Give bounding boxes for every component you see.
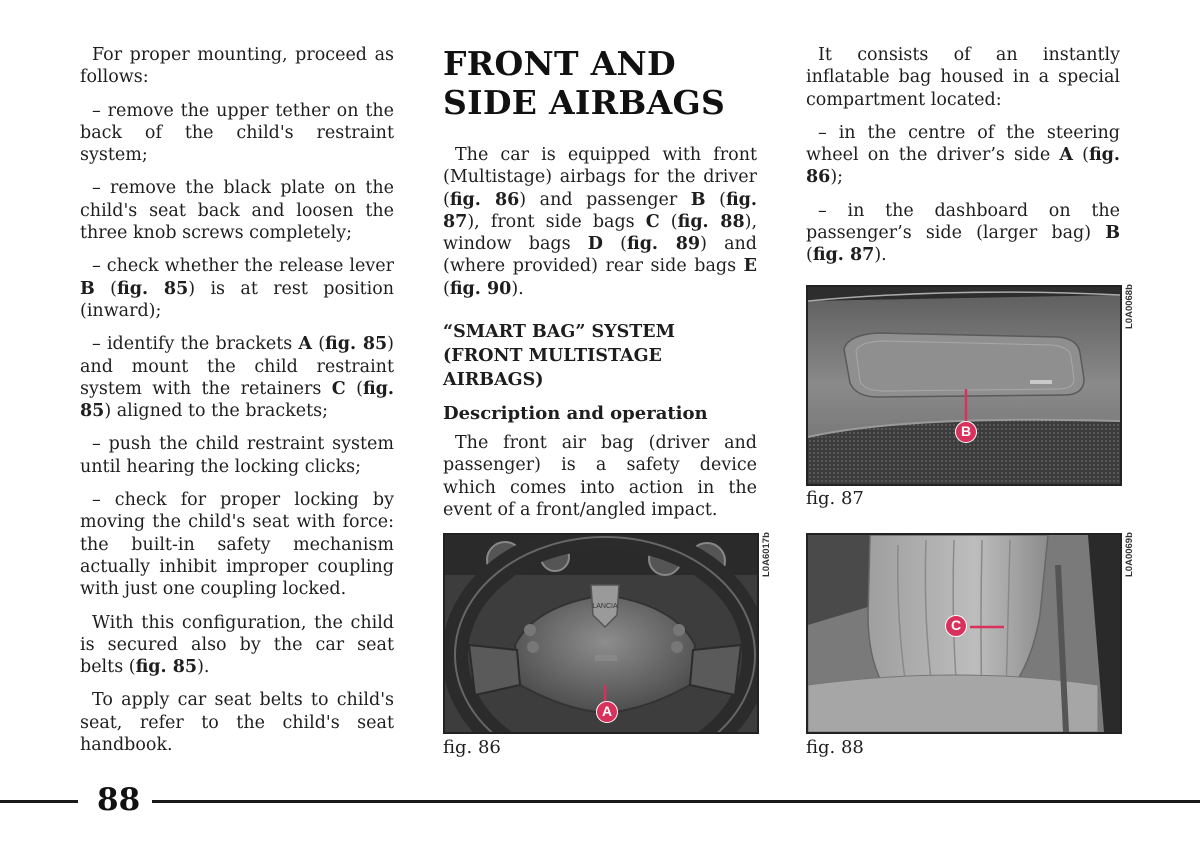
figure-caption: fig. 88	[806, 737, 864, 758]
paragraph: For proper mounting, proceed as follows:	[80, 45, 394, 88]
step-item: – check for proper locking by moving the child's seat with force: the built-in safety mechanism actually inhibit improper coupling with just one coupling locked.	[80, 490, 394, 600]
section-title: “SMART BAG” SYSTEM (FRONT MULTISTAGE AIRBAGS)	[443, 322, 675, 391]
step-item: – push the child restraint system until hearing the locking clicks;	[80, 434, 394, 477]
step-item: – in the dashboard on the passenger’s side (larger bag) B (fig. 87).	[806, 200, 1120, 266]
paragraph: It consists of an instantly inflatable bag housed in a special compartment located:	[806, 45, 1120, 110]
step-item: – in the centre of the steering wheel on the driver’s side A (fig. 86);	[806, 122, 1121, 188]
figure-code: L0A0069b	[1124, 532, 1135, 577]
page-number: 88	[97, 782, 141, 818]
figure-88-seat-photo	[806, 533, 1122, 734]
step-item: – remove the upper tether on the back of the child's restraint system;	[80, 100, 394, 166]
marker-a: A	[596, 701, 618, 723]
paragraph: The front air bag (driver and passenger) is a safety device which comes into action in the event of a front/angled impact.	[443, 433, 757, 520]
left-column	[80, 44, 394, 767]
marker-c: C	[945, 615, 967, 637]
marker-b: B	[955, 421, 977, 443]
lancia-logo: LANCIA	[592, 603, 618, 610]
right-column	[806, 44, 1120, 278]
figure-ref: fig. 85	[80, 378, 394, 422]
figure-87-dashboard-photo	[806, 285, 1122, 486]
figure-ref: fig. 87	[812, 245, 875, 266]
figure-ref: fig. 85	[135, 657, 198, 678]
paragraph: To apply car seat belts to child's seat, refer to the child's seat handbook.	[80, 690, 394, 756]
step-item: – remove the black plate on the child's seat back and loosen the three knob screws completely;	[80, 178, 394, 244]
figure-code: L0A6017b	[761, 532, 772, 577]
paragraph: The car is equipped with front (Multistage) airbags for the driver (fig. 86) and passenger B (fig. 87), front side bags C (fig. 88), window bags D (fig. 89) and (where provided) rear side bags E (fig. 90).	[443, 145, 758, 299]
figure-ref: fig. 85	[325, 334, 388, 355]
figure-caption: fig. 86	[443, 737, 501, 758]
figure-86-steering-wheel-photo	[443, 533, 759, 734]
middle-column	[443, 44, 757, 532]
paragraph: With this configuration, the child is secured also by the car seat belts (fig. 85).	[80, 612, 394, 678]
page-title: FRONT AND SIDE AIRBAGS	[443, 44, 726, 122]
step-item: – check whether the release lever B (fig. 85) is at rest position (inward);	[80, 256, 395, 321]
figure-ref: fig. 86	[806, 145, 1121, 188]
figure-caption: fig. 87	[806, 488, 864, 509]
step-item: – identify the brackets A (fig. 85) and mount the child restraint system with the retainers C (fig. 85) aligned to the brackets;	[80, 334, 394, 422]
section-heading: Description and operation	[443, 403, 708, 425]
figure-code: L0A0068b	[1124, 284, 1135, 329]
footer-rule-left	[0, 800, 78, 803]
footer-rule-right	[152, 800, 1200, 803]
figure-ref: fig. 85	[116, 278, 189, 299]
dashboard-illustration	[808, 287, 1120, 484]
